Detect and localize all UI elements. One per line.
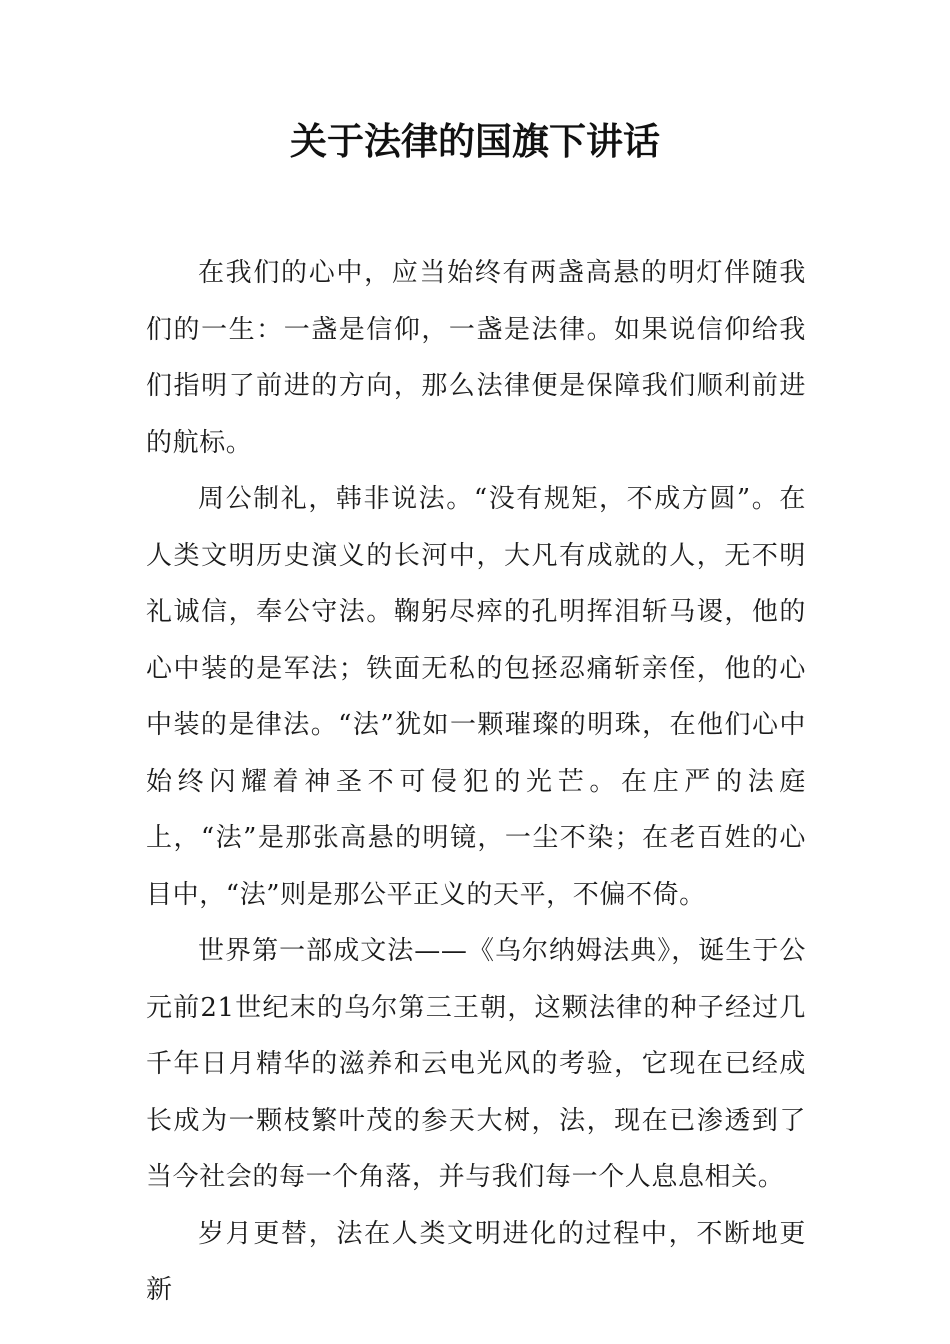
paragraph: 周公制礼，韩非说法。“没有规矩，不成方圆”。在人类文明历史演义的长河中，大凡有成就的人，无不明礼诚信，奉公守法。鞠躬尽瘁的孔明挥泪斩马谡，他的心中装的是军法；铁面无私的包拯忍痛斩亲侄，他的心中装的是律法。“法”犹如一颗璀璨的明珠，在他们心中始终闪耀着神圣不可侵犯的光芒。在庄严的法庭上，“法”是那张高悬的明镜，一尘不染；在老百姓的心目中，“法”则是那公平正义的天平，不偏不倚。 xyxy=(146,484,806,910)
paragraph: 在我们的心中，应当始终有两盏高悬的明灯伴随我们的一生：一盏是信仰，一盏是法律。如果说信仰给我们指明了前进的方向，那么法律便是保障我们顺利前进的航标。 xyxy=(146,258,806,458)
document-title: 关于法律的国旗下讲话 xyxy=(290,120,660,163)
paragraph: 岁月更替，法在人类文明进化的过程中，不断地更新 xyxy=(146,1218,806,1305)
document-body xyxy=(146,245,806,1319)
paragraph: 世界第一部成文法——《乌尔纳姆法典》，诞生于公元前21世纪末的乌尔第三王朝，这颗法律的种子经过几千年日月精华的滋养和云电光风的考验，它现在已经成长成为一颗枝繁叶茂的参天大树，法，现在已渗透到了当今社会的每一个角落，并与我们每一个人息息相关。 xyxy=(146,936,806,1192)
